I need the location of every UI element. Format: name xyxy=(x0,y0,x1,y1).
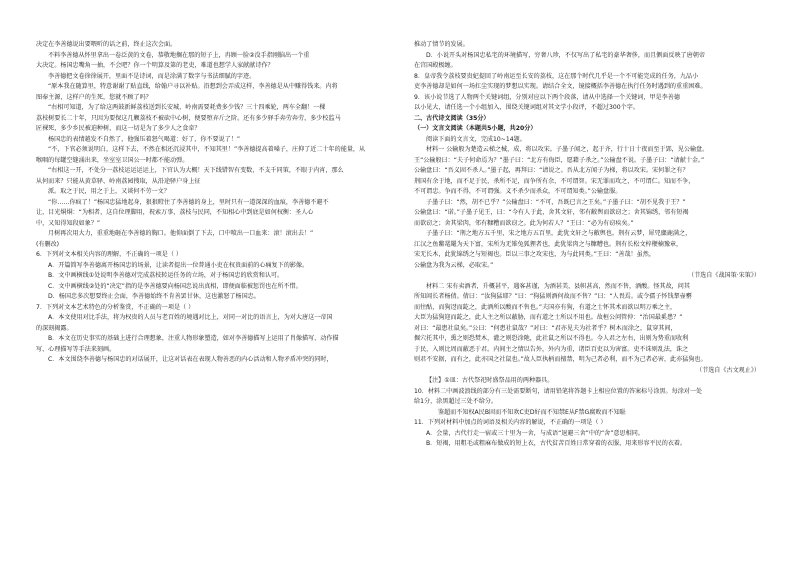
right-text-line: 公输盘为我为云梯，必取宋。” xyxy=(414,261,494,269)
left-text-line: “原本我在随算里，特意谢谢了贴直线，给翰户寻以补贴。沿想到会弄成这样，李善德是从中赚得钱来。内将 xyxy=(48,83,338,90)
left-text-line: 喉咽的每罐空缝涌出来，坐室室卫国公一时都不能动弹。 xyxy=(36,156,189,164)
left-text-line: “右相可知道，为了给这两鼓新鲜荔枝送到长安城，岭南需要耗费多少钱？三十四乘轮，两车全翻！一棵 xyxy=(48,104,326,111)
left-text-line: 荔枝树要长二十年，只因为要保这几颗荔枝不被砍中心树，便要堕弃斤之阶。还有多少驿手奔劳奔劳，多少校监马 xyxy=(36,114,341,122)
right-text-line: A．会量，古代行走一宿或三十里为一舍，与成语“退避三舍”中的“舍”意思相同。 xyxy=(426,429,644,437)
right-text-line: 二、古代诗文阅读（35分） xyxy=(414,114,490,122)
right-text-line: 材料一 公输般为楚造云梯之械，成，将以攻宋。子墨子闻之，起于齐，行十日十夜而至于郢，见公输盘。 xyxy=(426,146,709,153)
left-column xyxy=(36,40,384,366)
left-text-line: “右相这一开，不处分一荔枝运运运运上，下官认为大概！天下线错智有变数，不支千同策，不眼于内宵，那么 xyxy=(48,167,344,174)
right-text-line: B．短褐，用粗毛或粗麻布做成的短上衣，古代贫苦百姓日常穿着的衣服，用来形容平民的衣着。 xyxy=(426,440,687,447)
right-text-line: 给1分，涂黑超过三处不给分。 xyxy=(414,398,498,405)
left-text-line: 李善德把文卷徐徐展开，里面不是诗词，而是涂满了数字与书法细腻的字迹。 xyxy=(48,72,256,80)
left-text-line: 6．下列对文本相关内容的理解，不正确的一项是（ ） xyxy=(36,251,182,258)
left-text-line: B．文中画横线①处说明李善德对完成荔枝转运任务的立场，对于杨国忠的欣赏和认可。 xyxy=(48,272,284,279)
right-text-line: 9．该小说节选了人物两个关键词组，分别对应以下两个段落，请从中选择一个关键词，甲是李善德 xyxy=(414,93,680,101)
left-text-line: 中，又知得知段如象？” xyxy=(36,219,101,227)
left-text-line: C．文中画横线②处的“决定”指的是李善德要向杨国忠说出真相，即便面临被惩罚也在所不惜。 xyxy=(48,282,302,290)
right-text-line: 公输盘曰：“诺。”子墨子见王，曰：“今有人于此，舍其文轩，邻有敝舆而欲窃之；舍其锦绣，邻有短褐 xyxy=(414,209,689,216)
right-text-line: （节选自《战国策·宋策》） xyxy=(687,272,760,279)
right-column xyxy=(414,40,760,450)
left-text-line: 从何而来？只能从黄草驿、岭南荔园搜取，从沿途驿户身上征 xyxy=(36,177,201,185)
left-text-line: C．本文围绕李善德与杨国忠的对话展开，让这对话表在表现人物善恶的内心活动和人物矛盾冲突的同时， xyxy=(48,356,333,363)
left-text-line: A．本文使用对比手法，将为权贵的人员与老百姓的境遇对比上，对同一对比的语言上，为对大唐这一帝国 xyxy=(48,314,333,321)
right-text-line: 江汉之鱼鳖鼋鼍为天下富，宋所为无雉兔狐狸者也，此犹梁肉之与糠糟也。荆有长松文梓楩楠豫章， xyxy=(414,240,683,248)
left-text-line: D．杨国忠多次想要终止会面，李善德始终不肯善罢甘休，这也激怒了杨国忠。 xyxy=(48,293,260,300)
left-text-line: 写、心理描写等手法来刻画。 xyxy=(36,345,116,353)
right-text-line: 于民，入则比周而蔽恶于君。内间主之情以告外，外内为重，诸臣百吏以为害富。吏不诛则乱法，诛之 xyxy=(414,345,689,353)
right-text-line: 对曰：“最患社鼠矣。”公曰：“何患社鼠哉？”对曰：“君亦见夫为社者乎？树木而涂之，鼠穿其间， xyxy=(414,324,677,332)
right-text-line: （一）文言文阅读（本题共5小题，共20分） xyxy=(414,125,537,132)
right-text-line: 掘穴托其中，熏之则恐焚木，灌之则恐涂阤，此社鼠之所以不得也。今人君之左右，出则为势重而收利 xyxy=(414,335,689,342)
left-text-line: 不料李善德从怀里拿出一卷泛黄的文卷，恭敬地搁在那的短子上，冉顾一脸②没手指刚脑出一个重 xyxy=(48,51,310,59)
right-text-line: D．小说开头对杨国忠私宅的环境描写，穷奢八珍，不仅写出了私宅的豪华奢侈，而且侧面反映了唐朝帝 xyxy=(426,51,705,59)
right-text-line: （节选自《古文观止》） xyxy=(696,366,760,374)
right-text-line: 吏李善德却是如何一场扛尘实现的梦想以实现。请结合全文，镜接概括李善德在执行任务时遇到的重重困难。 xyxy=(414,83,707,90)
left-text-line: 的深刻揭露。 xyxy=(36,324,73,332)
right-text-line: 子墨子曰：“荆之地方五千里，宋之地方五百里，此犹文轩之与敝舆也。荆有云梦，犀兕麋鹿满之， xyxy=(426,230,692,237)
right-text-line: 不可谓忠。争而不得，不可谓强。义不杀少而杀众，不可谓知类。”公输盘服。 xyxy=(414,188,622,195)
right-text-line: 材料二 宋有卖酒者，升概甚平，遇客甚谨，为酒甚美，县帜甚高，然而不售，酒酸。怪其故，问其 xyxy=(426,282,690,290)
right-text-line: 王“公输般曰：“夫子何命焉为？”墨子曰：“北方有侮臣，愿藉子杀之。”公输盘不说。子墨子曰：“请献十金。” xyxy=(414,156,705,164)
right-text-line: 而往酤，而狗迓而龁之，此酒所以酸而不售也。”夫国亦有狗，有道之士怀其术而欲以明万乘之主， xyxy=(414,303,677,311)
right-text-line: 【注】①皿：古代祭祀时盛祭品用的两种器具。 xyxy=(426,377,554,384)
right-text-line: 公输盘曰：“吾义固不杀人。”墨子起，再拜曰：“请说之。吾从北方闻子为梯，将以攻宋。宋何罪之有？ xyxy=(414,167,689,174)
left-text-line: 图奉主源，这样户的生死，您就不顾了吗？ xyxy=(36,93,152,101)
right-text-line: 则君不安据，而有之，此亦国之社鼠也。”故人臣执柄而擅禁，明为己者必利，而不为己者必害，此亦猛狗也。 xyxy=(414,356,707,363)
right-text-line: 鉴超而不知权A民B固而不知欢C吏D好而不知禁E从F禁G腐败而不知耻 xyxy=(438,408,626,416)
left-text-line: “你……你疯了！”杨国忠猛地起身，狠狠瞪住了李善德的身上，里时只有一道深深的血痕，李善德不避不 xyxy=(48,198,329,206)
right-text-line: 以小见大，请任选一个小组加入，围绕关键词组对其文学小段评，不超过300个字。 xyxy=(414,104,639,111)
left-text-line: 杨国忠的表情越发不自然了，他强压着怒气喝道：好了，你不要说了！” xyxy=(48,135,241,143)
left-text-line: 7．下列对文本艺术特色的分析鉴赏，不正确的一项是（ ） xyxy=(36,303,195,311)
right-text-line: 宋无长木，此犹锦绣之与短褐也。臣以三事之攻宋也，为与此同类。”王曰：“善哉！虽然， xyxy=(414,251,655,258)
left-text-line: A．开篇简写李善德离开杨国忠的场景，让读者提出一位普通小吏在权贵面前的心痛复下的影像。 xyxy=(48,261,309,269)
right-text-line: 阅读下面的文言文，完成10~14题。 xyxy=(426,135,526,143)
left-text-line: “不，下官必须说明白，这样下去，不然在相还沉浸其中，不知其里！”李善德提高着嗓子，庄抑了近二十年的能量，从 xyxy=(48,146,366,153)
left-text-line: 匠裸死，多少乡民被迫种树，而这一切是为了多少人之食牵？ xyxy=(36,125,201,132)
left-text-line: 让，目光烔烔：“为相者，这自位理脚用，祝索万事，荔枝与民同，不知相心中到底是如何权衡：圣人心 xyxy=(36,209,314,216)
left-text-line: 派。取之于民，用之于上，又谈何不劳一文？ xyxy=(48,188,170,195)
right-text-line: 子墨子曰：“然，胡不已乎？”公输盘曰：“不可，吾既已言之王矣。”子墨子曰：“胡不见我于王？” xyxy=(426,198,686,206)
left-text-line: (有删改) xyxy=(36,240,60,248)
right-text-line: 在宫国殿极缠。 xyxy=(414,62,457,69)
right-text-line: 而欲窃之；舍其梁肉，邻有糠糟而欲窃之。此为何若人？”王曰：“必为有窃疾矣。” xyxy=(414,219,634,227)
left-text-line: 决定在李善德说出要喂听的话之前，终止这次会面。 xyxy=(36,41,177,48)
right-text-line: 所知闾长者杨倩。倩曰：“汝狗猛耶？”曰：“狗猛则酒何故而不售？”曰：“人畏焉。或令孺子怀钱挈壶罋 xyxy=(414,293,692,300)
right-text-line: 11．下列对材料中加点的词语及相关内容的解说，不正确的一项是（ ） xyxy=(414,419,607,426)
right-text-line: 10．材料二中画波浪线的部分有三处需要断句，请用铅笔将答题卡上相应位置的答案标号涂黑。每涂对一处 xyxy=(414,387,703,395)
right-text-line: 荆国有余于地，而不足于民，杀所不足，而争所有余，不可谓智。宋无罪而攻之，不可谓仁。知而不争， xyxy=(414,177,695,185)
left-text-line: B．本文在历史事实的基础上进行合理想象，注重人物形象塑造，如对李善德描写上运用了肖像描写、动作描 xyxy=(48,335,339,342)
left-text-line: 月树再次用大力，重重地砸在李善德的胸口。他仰面倒了下去，口中喷出一口血来：滚！滚出去！” xyxy=(48,230,314,237)
left-text-line: 大决定。杨国忠嘴角一抽，不会吧？你一个明算及第的老吏，难道也想学人家献献诗作？ xyxy=(36,62,274,69)
right-text-line: 8．皇帝我令荔枝要贵妃提回了岭南运至长安的荔枝，这在那个时代几乎是一个不可能完成的任务，九品小 xyxy=(414,72,699,80)
right-text-line: 推动了情节的发展。 xyxy=(414,41,469,48)
right-text-line: 大臣为猛狗迎而龁之，此人主之所以蔽胁，而有道之士所以不用也。故桓公问管仲：“治国最奚患？” xyxy=(414,314,683,321)
